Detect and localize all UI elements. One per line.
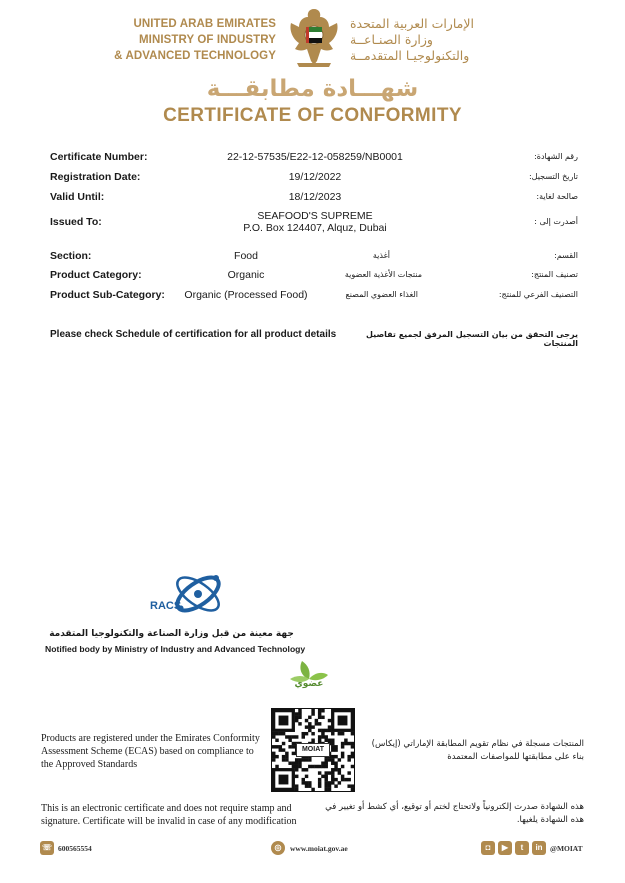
product-category-label-ar: تصنيف المنتج:	[531, 270, 578, 279]
certificate-number-label-ar: رقم الشهادة:	[534, 152, 578, 161]
product-sub-category-value: Organic (Processed Food)	[184, 289, 308, 301]
twitter-icon[interactable]: t	[515, 841, 529, 855]
qr-center-label: MOIAT	[296, 743, 330, 757]
issued-to-label-ar: أصدرت إلى :	[534, 217, 578, 226]
qr-code[interactable]	[271, 708, 355, 792]
phone-icon: ☏	[40, 841, 54, 855]
issued-to-value	[200, 210, 430, 234]
organic-logo-text: عضوي	[294, 679, 324, 689]
organic-logo	[284, 657, 334, 697]
product-category-label: Product Category:	[50, 269, 142, 281]
issued-to-address: P.O. Box 124407, Alquz, Dubai	[243, 222, 387, 234]
product-sub-category-label-ar: التصنيف الفرعي للمنتج:	[498, 290, 578, 299]
issued-to-label: Issued To:	[50, 216, 102, 228]
section-value-ar: أغذية	[372, 251, 390, 260]
certificate-number-label: Certificate Number:	[50, 151, 148, 163]
header-ar-block	[350, 16, 510, 64]
notified-body-en: Notified body by Ministry of Industry and Advanced Technology	[45, 644, 306, 654]
racs-atom-icon	[148, 568, 230, 620]
linkedin-icon[interactable]: in	[532, 841, 546, 855]
footer-phone[interactable]: 600565554	[58, 844, 92, 853]
notified-body-ar: جهة معينة من قبل وزارة الصناعة والتكنولوجيا المتقدمة	[49, 629, 294, 639]
footer-social-handle[interactable]: @MOIAT	[550, 844, 583, 853]
racs-logo-text: RACS	[150, 600, 182, 612]
product-sub-category-label: Product Sub-Category:	[50, 289, 165, 301]
header-ar-line2: وزارة الصنـاعــة	[350, 32, 433, 47]
schedule-note-ar: يرجى التحقق من بيان التسجيل المرفق لجميع تفاصيل المنتجات	[366, 330, 578, 348]
header-en-line3: & ADVANCED TECHNOLOGY	[114, 50, 276, 62]
section-value: Food	[234, 250, 258, 262]
product-category-value-ar: منتجات الأغذية العضوية	[344, 270, 422, 279]
ecas-en: Products are registered under the Emirates Conformity Assessment Scheme (ECAS) based on compliance to the Approved Standards	[41, 733, 260, 770]
registration-date-label-ar: تاريخ التسجيل:	[528, 172, 578, 181]
globe-icon: ◎	[271, 841, 285, 855]
title-en: CERTIFICATE OF CONFORMITY	[163, 105, 462, 126]
product-category-value: Organic	[227, 269, 265, 281]
header-en-line1: UNITED ARAB EMIRATES	[133, 18, 276, 30]
valid-until-label: Valid Until:	[50, 191, 105, 203]
registration-date-label: Registration Date:	[50, 171, 141, 183]
instagram-icon[interactable]: ◘	[481, 841, 495, 855]
valid-until-label-ar: صالحة لغاية:	[536, 192, 578, 201]
uae-falcon-emblem-icon	[285, 5, 343, 71]
section-label-ar: القسم:	[554, 251, 578, 260]
title-ar: شهـــادة مطابقـــة	[206, 76, 419, 102]
product-sub-category-value-ar: الغذاء العضوي المصنع	[345, 290, 418, 299]
header-ar-line3: والتكنولوجيـا المتقدمــة	[350, 48, 470, 63]
section-label: Section:	[50, 250, 92, 262]
organic-leaf-icon	[284, 657, 334, 697]
registration-date-value: 19/12/2022	[288, 171, 342, 183]
issued-to-name: SEAFOOD'S SUPREME	[257, 210, 373, 222]
ecas-ar: المنتجات مسجلة في نظام تقويم المطابقة الإماراتي (إيكاس) بناء على مطابقتها للمواصفات المعتمدة	[371, 739, 584, 762]
schedule-note-en: Please check Schedule of certification for all product details	[50, 329, 337, 340]
header-ar-line1: الإمارات العربية المتحدة	[350, 16, 474, 31]
valid-until-value: 18/12/2023	[288, 191, 342, 203]
header-en-line2: MINISTRY OF INDUSTRY	[138, 34, 276, 46]
certificate-number-value: 22-12-57535/E22-12-058259/NB0001	[227, 151, 403, 163]
electronic-note-en: This is an electronic certificate and does not require stamp and signature. Certificate will be invalid in case of any modification	[41, 803, 297, 827]
racs-logo	[148, 568, 230, 620]
electronic-note-ar: هذه الشهادة صدرت إلكترونياً ولاتحتاج لختم أو توقيع، أي كشط أو تغيير في هذه الشهادة يلغيها.	[325, 802, 584, 825]
footer-website[interactable]: www.moiat.gov.ae	[290, 844, 348, 853]
youtube-icon[interactable]: ▶	[498, 841, 512, 855]
header-en-block	[95, 16, 276, 64]
